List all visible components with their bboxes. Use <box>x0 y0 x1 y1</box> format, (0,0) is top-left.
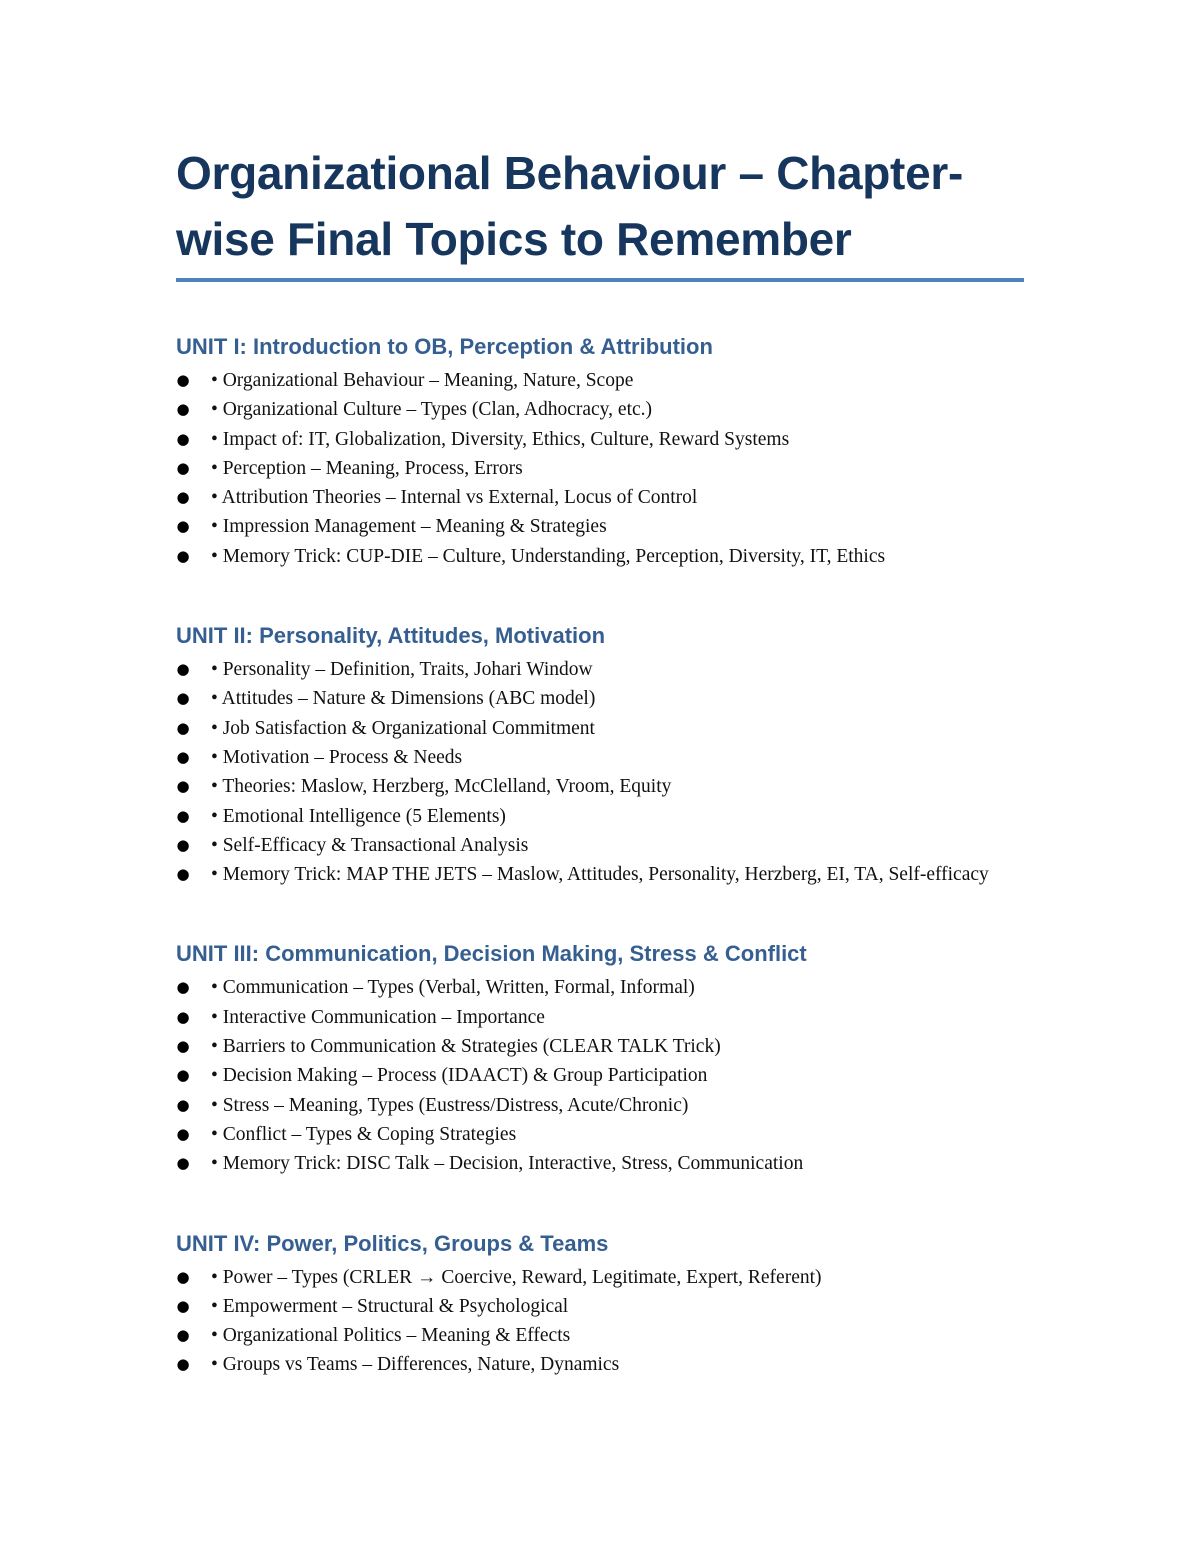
topic-text: • Self-Efficacy & Transactional Analysis <box>211 834 529 856</box>
list-item <box>176 1321 1024 1350</box>
topic-text: • Emotional Intelligence (5 Elements) <box>211 805 506 827</box>
unit-heading: UNIT II: Personality, Attitudes, Motivation <box>176 623 606 649</box>
bullet-icon: ● <box>176 806 190 825</box>
bullet-icon: ● <box>176 660 190 679</box>
topic-text: • Organizational Culture – Types (Clan, Adhocracy, etc.) <box>211 399 653 421</box>
units-container <box>176 332 1024 1380</box>
list-item <box>176 366 1024 395</box>
list-item <box>176 1292 1024 1321</box>
topic-text: • Perception – Meaning, Process, Errors <box>211 457 523 479</box>
bullet-icon: ● <box>176 1066 190 1085</box>
list-item <box>176 1061 1024 1090</box>
bullet-icon: ● <box>176 718 190 737</box>
bullet-icon: ● <box>176 835 190 854</box>
bullet-icon: ● <box>176 865 190 884</box>
list-item <box>176 1003 1024 1032</box>
document-title: Organizational Behaviour – Chapter-wise Final Topics to Remember <box>176 140 1024 282</box>
list-item <box>176 542 1024 571</box>
list-item <box>176 512 1024 541</box>
list-item <box>176 684 1024 713</box>
list-item <box>176 483 1024 512</box>
topic-text: • Job Satisfaction & Organizational Commitment <box>211 717 595 739</box>
topic-text: • Decision Making – Process (IDAACT) & Group Participation <box>211 1065 708 1087</box>
list-item <box>176 395 1024 424</box>
bullet-icon: ● <box>176 1154 190 1173</box>
list-item <box>176 772 1024 801</box>
topic-list <box>176 655 1024 889</box>
bullet-icon: ● <box>176 1007 190 1026</box>
unit-heading: UNIT III: Communication, Decision Making, Stress & Conflict <box>176 941 807 967</box>
topic-text: • Organizational Politics – Meaning & Effects <box>211 1325 571 1347</box>
topic-list <box>176 1263 1024 1380</box>
topic-text: • Organizational Behaviour – Meaning, Nature, Scope <box>211 370 634 391</box>
bullet-icon: ● <box>176 400 190 419</box>
topic-text: • Power – Types (CRLER → Coercive, Reward, Legitimate, Expert, Referent) <box>211 1266 822 1288</box>
list-item <box>176 655 1024 684</box>
list-item <box>176 1120 1024 1149</box>
list-item <box>176 743 1024 772</box>
list-item <box>176 1263 1024 1292</box>
bullet-icon: ● <box>176 1037 190 1056</box>
list-item <box>176 831 1024 860</box>
bullet-icon: ● <box>176 978 190 997</box>
topic-text: • Attribution Theories – Internal vs External, Locus of Control <box>211 487 698 509</box>
list-item <box>176 1032 1024 1061</box>
bullet-icon: ● <box>176 1124 190 1143</box>
list-item <box>176 425 1024 454</box>
topic-list <box>176 973 1024 1178</box>
bullet-icon: ● <box>176 689 190 708</box>
bullet-icon: ● <box>176 371 190 389</box>
unit-section <box>176 332 1024 571</box>
topic-text: • Empowerment – Structural & Psychological <box>211 1295 569 1317</box>
topic-text: • Impact of: IT, Globalization, Diversity, Ethics, Culture, Reward Systems <box>211 428 790 450</box>
list-item <box>176 1350 1024 1379</box>
bullet-icon: ● <box>176 517 190 536</box>
topic-text: • Interactive Communication – Importance <box>211 1006 545 1028</box>
list-item <box>176 1091 1024 1120</box>
unit-section <box>176 939 1024 1178</box>
bullet-icon: ● <box>176 1296 190 1315</box>
unit-heading: UNIT IV: Power, Politics, Groups & Teams <box>176 1230 609 1256</box>
bullet-icon: ● <box>176 546 190 565</box>
topic-text: • Groups vs Teams – Differences, Nature, Dynamics <box>211 1354 620 1376</box>
list-item <box>176 454 1024 483</box>
document-page <box>176 140 1024 1380</box>
topic-text: • Attitudes – Nature & Dimensions (ABC model) <box>211 688 596 710</box>
bullet-icon: ● <box>176 1355 190 1374</box>
topic-text: • Stress – Meaning, Types (Eustress/Distress, Acute/Chronic) <box>211 1094 689 1116</box>
bullet-icon: ● <box>176 1326 190 1345</box>
topic-text: • Memory Trick: DISC Talk – Decision, Interactive, Stress, Communication <box>211 1153 804 1175</box>
list-item <box>176 802 1024 831</box>
list-item <box>176 1149 1024 1178</box>
unit-section <box>176 1229 1024 1380</box>
list-item <box>176 973 1024 1002</box>
bullet-icon: ● <box>176 1267 190 1286</box>
topic-list <box>176 366 1024 571</box>
bullet-icon: ● <box>176 458 190 477</box>
bullet-icon: ● <box>176 1095 190 1114</box>
bullet-icon: ● <box>176 488 190 507</box>
topic-text: • Impression Management – Meaning & Strategies <box>211 516 607 538</box>
topic-text: • Motivation – Process & Needs <box>211 746 463 768</box>
topic-text: • Memory Trick: MAP THE JETS – Maslow, Attitudes, Personality, Herzberg, EI, TA, Self-efficacy <box>211 864 989 886</box>
bullet-icon: ● <box>176 777 190 796</box>
bullet-icon: ● <box>176 747 190 766</box>
topic-text: • Theories: Maslow, Herzberg, McClelland, Vroom, Equity <box>211 776 672 798</box>
topic-text: • Barriers to Communication & Strategies (CLEAR TALK Trick) <box>211 1036 721 1058</box>
topic-text: • Communication – Types (Verbal, Written, Formal, Informal) <box>211 977 695 999</box>
topic-text: • Conflict – Types & Coping Strategies <box>211 1123 517 1145</box>
list-item <box>176 714 1024 743</box>
bullet-icon: ● <box>176 429 190 448</box>
topic-text: • Memory Trick: CUP-DIE – Culture, Understanding, Perception, Diversity, IT, Ethics <box>211 545 886 567</box>
list-item <box>176 860 1024 889</box>
topic-text: • Personality – Definition, Traits, Johari Window <box>211 659 593 681</box>
unit-heading: UNIT I: Introduction to OB, Perception & Attribution <box>176 334 713 359</box>
unit-section <box>176 621 1024 889</box>
